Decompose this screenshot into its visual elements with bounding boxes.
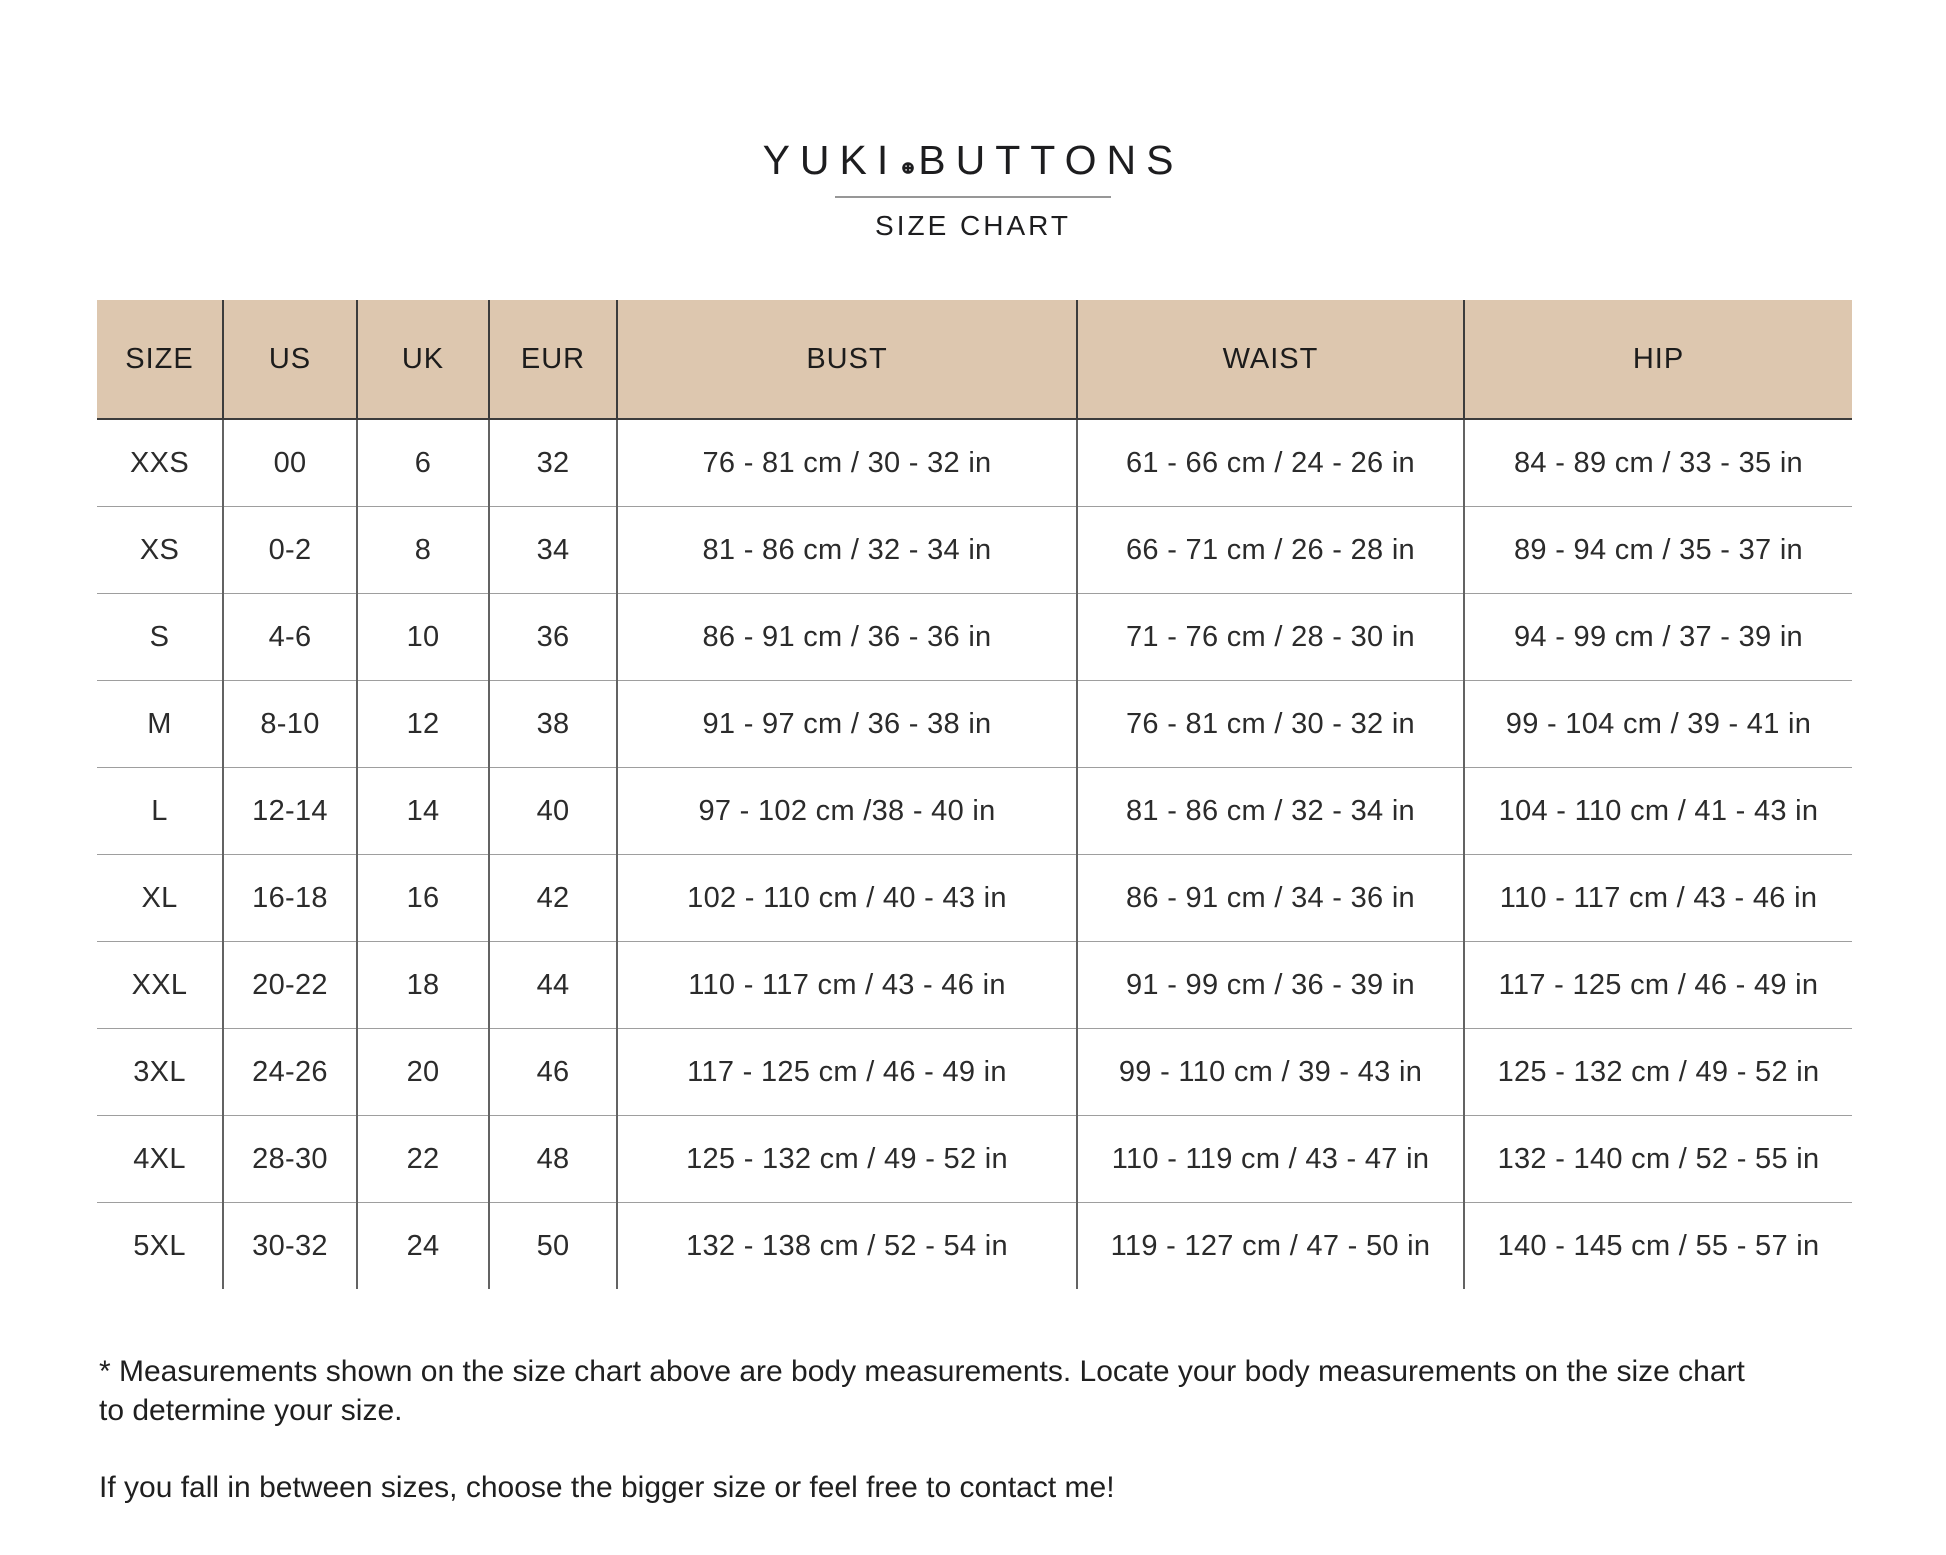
size-table <box>97 300 1852 1289</box>
cell-size: M <box>97 681 223 768</box>
column-header-uk: UK <box>357 300 489 419</box>
cell-hip: 132 - 140 cm / 52 - 55 in <box>1464 1116 1852 1203</box>
cell-bust: 110 - 117 cm / 43 - 46 in <box>617 942 1077 1029</box>
cell-uk: 14 <box>357 768 489 855</box>
cell-bust: 97 - 102 cm /38 - 40 in <box>617 768 1077 855</box>
cell-uk: 22 <box>357 1116 489 1203</box>
button-dot-icon <box>898 137 918 183</box>
page-subtitle: SIZE CHART <box>875 210 1071 241</box>
cell-uk: 10 <box>357 594 489 681</box>
cell-size: L <box>97 768 223 855</box>
cell-eur: 48 <box>489 1116 617 1203</box>
cell-bust: 102 - 110 cm / 40 - 43 in <box>617 855 1077 942</box>
cell-us: 8-10 <box>223 681 357 768</box>
measurement-footnote <box>99 1352 1869 1430</box>
cell-eur: 32 <box>489 419 617 507</box>
cell-waist: 81 - 86 cm / 32 - 34 in <box>1077 768 1464 855</box>
brand-name-left: YUKI <box>762 137 899 183</box>
cell-uk: 6 <box>357 419 489 507</box>
table-row-3xl <box>97 1029 1852 1116</box>
cell-eur: 34 <box>489 507 617 594</box>
measurement-footnote-line1: * Measurements shown on the size chart above are body measurements. Locate your body measurements on the size chart <box>99 1355 1745 1388</box>
cell-us: 0-2 <box>223 507 357 594</box>
cell-bust: 81 - 86 cm / 32 - 34 in <box>617 507 1077 594</box>
table-row-xl <box>97 855 1852 942</box>
cell-hip: 140 - 145 cm / 55 - 57 in <box>1497 1229 1820 1262</box>
cell-size: XS <box>97 507 223 594</box>
table-row-xxl <box>97 942 1852 1029</box>
cell-size: XL <box>97 855 223 942</box>
brand-logo <box>762 137 1184 183</box>
cell-size: S <box>97 594 223 681</box>
cell-bust: 76 - 81 cm / 30 - 32 in <box>617 419 1077 507</box>
cell-us: 24-26 <box>223 1029 357 1116</box>
cell-hip: 94 - 99 cm / 37 - 39 in <box>1464 594 1852 681</box>
cell-uk: 18 <box>357 942 489 1029</box>
cell-hip: 84 - 89 cm / 33 - 35 in <box>1464 419 1852 507</box>
cell-uk: 12 <box>357 681 489 768</box>
cell-waist: 66 - 71 cm / 26 - 28 in <box>1077 507 1464 594</box>
cell-eur: 44 <box>489 942 617 1029</box>
cell-size: XXL <box>97 942 223 1029</box>
column-header-size: SIZE <box>97 300 223 419</box>
cell-hip: 125 - 132 cm / 49 - 52 in <box>1464 1029 1852 1116</box>
cell-waist: 91 - 99 cm / 36 - 39 in <box>1077 942 1464 1029</box>
cell-eur: 36 <box>489 594 617 681</box>
brand-divider-line <box>835 196 1111 198</box>
cell-waist: 119 - 127 cm / 47 - 50 in <box>1077 1203 1464 1290</box>
cell-bust: 117 - 125 cm / 46 - 49 in <box>617 1029 1077 1116</box>
cell-eur: 40 <box>489 768 617 855</box>
measurement-footnote-line2: to determine your size. <box>99 1394 403 1427</box>
column-header-waist: WAIST <box>1077 300 1464 419</box>
table-row-5xl <box>97 1203 1852 1290</box>
column-header-hip: HIP <box>1464 300 1852 419</box>
cell-uk: 24 <box>357 1203 489 1290</box>
cell-uk: 8 <box>357 507 489 594</box>
column-header-us: US <box>223 300 357 419</box>
cell-us: 16-18 <box>223 855 357 942</box>
cell-eur: 42 <box>489 855 617 942</box>
brand-header <box>0 0 1946 240</box>
cell-eur: 46 <box>489 1029 617 1116</box>
cell-hip: 117 - 125 cm / 46 - 49 in <box>1464 942 1852 1029</box>
cell-hip: 104 - 110 cm / 41 - 43 in <box>1464 768 1852 855</box>
table-row-m <box>97 681 1852 768</box>
cell-uk: 16 <box>357 855 489 942</box>
cell-bust: 86 - 91 cm / 36 - 36 in <box>617 594 1077 681</box>
table-row-xxs <box>97 419 1852 507</box>
cell-waist: 61 - 66 cm / 24 - 26 in <box>1077 419 1464 507</box>
cell-us: 4-6 <box>223 594 357 681</box>
cell-size: 5XL <box>97 1203 223 1290</box>
cell-eur: 50 <box>489 1203 617 1290</box>
column-header-bust: BUST <box>617 300 1077 419</box>
cell-hip: 99 - 104 cm / 39 - 41 in <box>1464 681 1852 768</box>
cell-us: 20-22 <box>223 942 357 1029</box>
cell-bust: 132 - 138 cm / 52 - 54 in <box>617 1203 1077 1290</box>
table-row-xs <box>97 507 1852 594</box>
cell-waist: 71 - 76 cm / 28 - 30 in <box>1077 594 1464 681</box>
cell-size: 3XL <box>97 1029 223 1116</box>
table-row-s <box>97 594 1852 681</box>
cell-us: 00 <box>223 419 357 507</box>
cell-hip: 110 - 117 cm / 43 - 46 in <box>1464 855 1852 942</box>
cell-waist: 76 - 81 cm / 30 - 32 in <box>1077 681 1464 768</box>
table-row-4xl <box>97 1116 1852 1203</box>
cell-waist: 86 - 91 cm / 34 - 36 in <box>1077 855 1464 942</box>
size-table-body <box>97 419 1852 1289</box>
size-table-header <box>97 300 1852 419</box>
cell-hip: 89 - 94 cm / 35 - 37 in <box>1464 507 1852 594</box>
cell-us: 30-32 <box>223 1203 357 1290</box>
cell-us: 12-14 <box>223 768 357 855</box>
cell-size: XXS <box>97 419 223 507</box>
cell-eur: 38 <box>489 681 617 768</box>
brand-name-right: BUTTONS <box>918 137 1184 183</box>
cell-bust: 125 - 132 cm / 49 - 52 in <box>617 1116 1077 1203</box>
header-row <box>97 300 1852 419</box>
table-row-l <box>97 768 1852 855</box>
column-header-eur: EUR <box>489 300 617 419</box>
cell-bust: 91 - 97 cm / 36 - 38 in <box>617 681 1077 768</box>
cell-uk: 20 <box>357 1029 489 1116</box>
cell-size: 4XL <box>97 1116 223 1203</box>
cell-us: 28-30 <box>223 1116 357 1203</box>
between-sizes-note: If you fall in between sizes, choose the bigger size or feel free to contact me! <box>99 1471 1115 1504</box>
cell-waist: 110 - 119 cm / 43 - 47 in <box>1077 1116 1464 1203</box>
cell-waist: 99 - 110 cm / 39 - 43 in <box>1077 1029 1464 1116</box>
